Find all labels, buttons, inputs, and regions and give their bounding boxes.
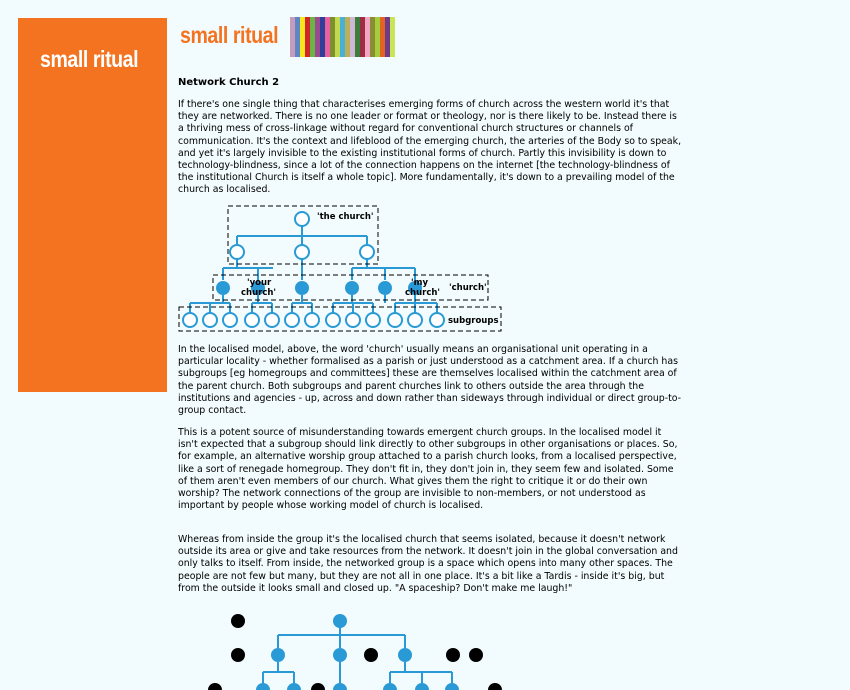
label-my-church-1: 'my (411, 278, 428, 288)
article-title: Network Church 2 (178, 77, 280, 88)
label-church: 'church' (449, 283, 487, 293)
header-logo[interactable]: small ritual (180, 22, 279, 48)
sidebar-orange-block (18, 18, 167, 392)
article-paragraph-4: Whereas from inside the group it's the localised church that seems isolated, because it doesn't network outside its area or give and take resources from the network. It doesn't join in the global conversation and only talks to itself. From inside, the networked group is a space which opens into many other spaces. The people are not few but many, but they are not all in one place. It's a bit like a Tardis - inside it's big, but from the outside it looks small and closed up. "A spaceship? Don't make me laugh!" (178, 534, 678, 594)
label-my-church-2: church' (405, 288, 441, 298)
article-paragraph-1: If there's one single thing that characterises emerging forms of church across the western world it's that they are networked. There is no one leader or format or theology, nor is there likely to be. Instead there is a thriving mess of cross-linkage without regard for conventional church structures or channels of communication. It's the context and lifeblood of the emerging church, the arteries of the Body so to speak, and yet it's largely invisible to the existing institutional forms of church. Partly this invisibility is down to technology-blindness, since a lot of the connection happens on the internet [the technology-blindness of the institutional Church is itself a whole topic]. More fundamentally, it's down to a prevailing model of the church as localised. (178, 99, 682, 196)
network-connectors (263, 621, 452, 684)
stripe-21 (390, 17, 395, 57)
network-outside-nodes (208, 614, 502, 690)
networked-group-diagram (200, 610, 520, 690)
article-paragraph-2: In the localised model, above, the word 'church' usually means an organisational unit operating in a particular locality - whether formalised as a parish or just understood as a catchment area. If a church has subgroups [eg homegroups and committees] these are themselves localised within the catchment area of the parent church. Both subgroups and parent churches link to others outside the area through the institutions and agencies - up, across and down rather than sideways through individual or direct group-to-group contact. (178, 344, 682, 417)
label-subgroups: subgroups (448, 316, 499, 326)
label-your-church-2: church' (241, 288, 277, 298)
localised-church-diagram (175, 200, 510, 338)
network-nodes (256, 614, 459, 690)
sidebar-logo[interactable]: small ritual (40, 46, 139, 72)
label-your-church-1: 'your (247, 278, 272, 288)
article-paragraph-3: This is a potent source of misunderstanding towards emergent church groups. In the localised model it isn't expected that a subgroup should link directly to other subgroups in other organisations or places. So, for example, an alternative worship group attached to a parish church looks, from a localised perspective, like a sort of renegade homegroup. They don't fit in, they don't join in, they seem few and isolated. Some of them aren't even members of our church. What gives them the right to critique it or do their own worship? The network connections of the group are invisible to non-members, or not understood as important by people whose working model of church is localised. (178, 427, 678, 512)
label-the-church: 'the church' (317, 212, 374, 222)
header-stripe-banner (290, 17, 395, 57)
